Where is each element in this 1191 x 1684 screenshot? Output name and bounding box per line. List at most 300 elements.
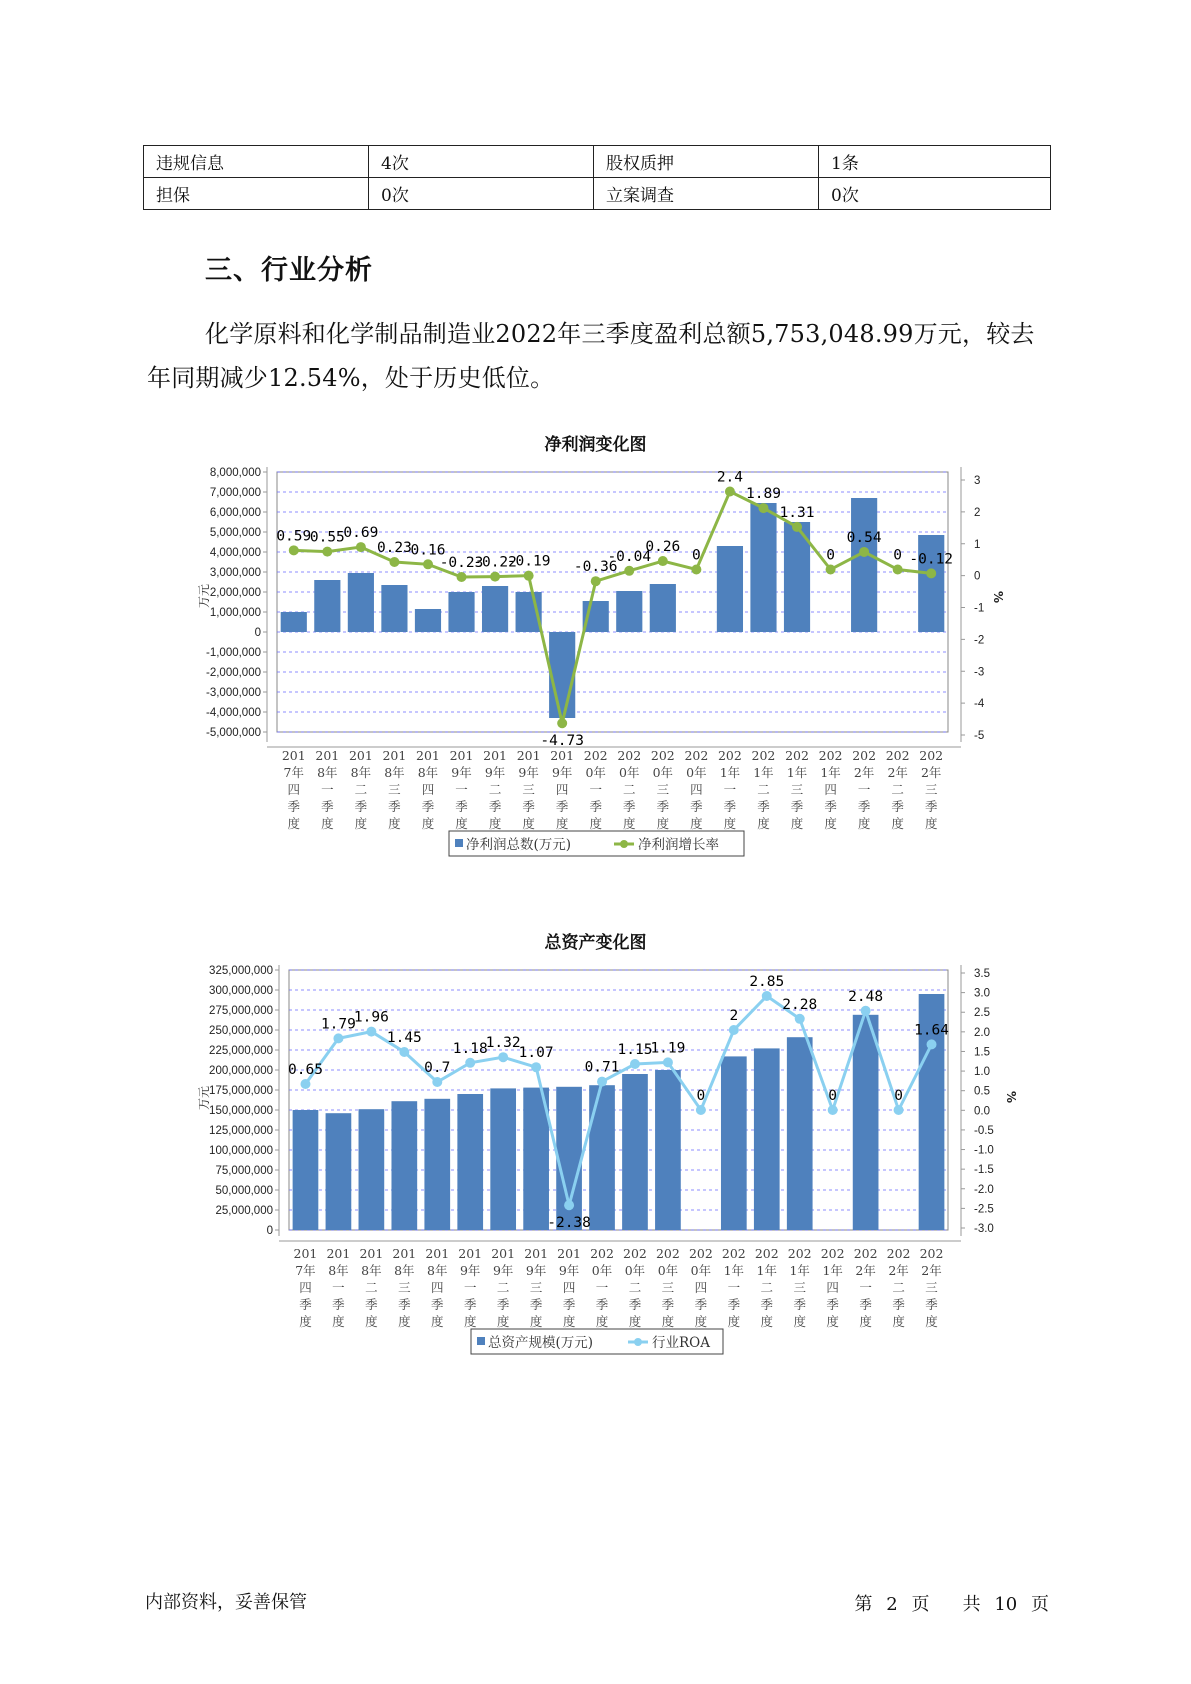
line-point (498, 1052, 508, 1062)
x-tick-label: 0年 (624, 1263, 646, 1278)
table-cell: 4次 (369, 146, 594, 178)
bar (391, 1101, 417, 1230)
x-tick-label: 度 (455, 816, 468, 831)
x-tick-label: 201 (326, 1246, 351, 1261)
y2-tick-label: -1.5 (974, 1164, 994, 1177)
x-tick-label: 度 (857, 816, 871, 831)
x-tick-label: 季 (589, 799, 602, 814)
x-tick-label: 201 (315, 748, 340, 763)
x-tick-label: 度 (321, 816, 334, 831)
x-tick-label: 度 (826, 1314, 839, 1329)
x-tick-label: 季 (793, 1297, 806, 1312)
table-row (144, 146, 1051, 178)
x-tick-label: 季 (529, 1297, 543, 1312)
x-tick-label: 度 (463, 1314, 477, 1329)
line-point (423, 559, 433, 569)
x-tick-label: 季 (354, 799, 368, 814)
data-label: 0 (828, 1088, 838, 1104)
line-point (861, 1006, 871, 1016)
table-cell: 股权质押 (594, 146, 819, 178)
bar (424, 1099, 450, 1230)
data-label: 1.07 (518, 1045, 554, 1062)
x-tick-label: 四 (299, 1280, 312, 1295)
y-tick-label: 4,000,000 (209, 547, 261, 559)
x-tick-label: 季 (463, 1297, 477, 1312)
x-tick-label: 202 (885, 748, 910, 763)
line-point (894, 1105, 904, 1115)
x-tick-label: 季 (859, 1297, 872, 1312)
data-label: -0.12 (909, 551, 954, 568)
y-tick-label: 0 (254, 627, 261, 639)
line-point (926, 568, 936, 578)
x-tick-label: 度 (354, 816, 368, 831)
x-tick-label: 季 (431, 1297, 444, 1312)
y2-tick-label: 1.0 (974, 1066, 990, 1079)
bar (754, 1048, 780, 1230)
data-label: -4.73 (540, 733, 585, 750)
x-tick-label: 2年 (855, 1263, 876, 1278)
x-tick-label: 度 (925, 1314, 938, 1329)
table-cell: 违规信息 (144, 146, 369, 178)
y-tick-label: 8,000,000 (209, 467, 261, 479)
x-tick-label: 度 (924, 816, 938, 831)
line-point (927, 1039, 937, 1049)
x-tick-label: 度 (859, 1314, 872, 1329)
x-tick-label: 度 (727, 1314, 741, 1329)
x-tick-label: 度 (488, 816, 502, 831)
bar (655, 1070, 681, 1230)
x-tick-label: 度 (891, 816, 904, 831)
y2-tick-label: 3.5 (974, 968, 990, 980)
y-tick-label: 325,000,000 (209, 965, 273, 977)
x-tick-label: 202 (919, 1246, 944, 1261)
profit-chart-title: 净利润变化图 (544, 435, 647, 455)
x-tick-label: 季 (826, 1297, 839, 1312)
line-point (696, 1105, 706, 1115)
table-cell: 0次 (369, 178, 594, 210)
legend-bar-label: 总资产规模(万元) (488, 1335, 594, 1351)
x-tick-label: 201 (382, 748, 407, 763)
data-label: -0.22 (473, 554, 517, 571)
x-tick-label: 1年 (820, 765, 841, 780)
x-tick-label: 201 (491, 1246, 516, 1261)
x-tick-label: 度 (388, 816, 401, 831)
page-unit: 页 (911, 1594, 930, 1615)
data-label: 1.31 (779, 504, 815, 521)
x-tick-label: 1年 (789, 1263, 810, 1278)
page-current: 2 (886, 1594, 898, 1615)
bar (622, 1074, 648, 1230)
x-tick-label: 8年 (384, 765, 405, 780)
x-tick-label: 201 (425, 1246, 450, 1261)
data-label: 1.32 (485, 1035, 521, 1052)
y-tick-label: 150,000,000 (209, 1105, 273, 1117)
x-tick-label: 度 (757, 816, 770, 831)
y-tick-label: 50,000,000 (215, 1185, 273, 1197)
y2-tick-label: 3 (974, 475, 981, 487)
data-label: 0.71 (584, 1059, 620, 1076)
y2-tick-label: 0.0 (974, 1105, 990, 1118)
x-tick-label: 9年 (551, 765, 573, 780)
y2-tick-label: 3.0 (974, 987, 990, 1000)
y-tick-label: 250,000,000 (209, 1025, 273, 1037)
x-tick-label: 二 (760, 1280, 774, 1295)
y2-tick-label: 0 (974, 570, 981, 583)
line-point (792, 522, 802, 532)
x-tick-label: 202 (655, 1246, 680, 1261)
plot-area (277, 469, 948, 732)
y-tick-label: -2,000,000 (206, 667, 261, 679)
x-tick-label: 8年 (417, 765, 439, 780)
x-tick-label: 一 (859, 1280, 872, 1295)
x-tick-label: 二 (757, 782, 770, 797)
line-point (457, 572, 467, 582)
y-tick-label: 300,000,000 (209, 985, 273, 997)
x-tick-label: 202 (688, 1246, 713, 1261)
x-tick-label: 202 (853, 1246, 878, 1261)
line-point (663, 1057, 673, 1067)
bar (457, 1094, 483, 1230)
x-tick-label: 1年 (786, 765, 808, 780)
data-label: 0 (894, 1088, 903, 1104)
x-tick-label: 一 (332, 1280, 345, 1295)
data-label: 1.64 (914, 1022, 949, 1039)
data-label: 0.54 (846, 529, 882, 546)
y2-tick-label: 2 (974, 506, 981, 519)
x-tick-label: 季 (321, 799, 334, 814)
x-tick-label: 三 (388, 782, 401, 797)
y-tick-label: -3,000,000 (206, 687, 261, 699)
x-tick-label: 201 (449, 748, 474, 763)
x-tick-label: 202 (820, 1246, 845, 1261)
x-tick-label: 季 (555, 799, 569, 814)
line-point (289, 545, 299, 555)
data-label: 0.23 (376, 540, 412, 557)
y-tick-label: 1,000,000 (209, 607, 261, 619)
y2-tick-label: -4 (974, 698, 985, 711)
y2-tick-label: 0.5 (974, 1085, 990, 1098)
line-point (356, 542, 366, 552)
x-tick-label: 202 (787, 1246, 812, 1261)
y2-tick-label: -2.0 (974, 1183, 994, 1196)
x-tick-label: 二 (892, 1280, 905, 1295)
y2-tick-label: -1.0 (974, 1144, 994, 1157)
x-tick-label: 度 (623, 816, 636, 831)
x-tick-label: 二 (496, 1280, 510, 1295)
x-tick-label: 8年 (427, 1263, 448, 1278)
y2-tick-label: 2.0 (974, 1026, 990, 1039)
x-tick-label: 季 (857, 799, 871, 814)
x-tick-label: 度 (398, 1314, 411, 1329)
x-tick-label: 9年 (492, 1263, 514, 1278)
x-tick-label: 季 (892, 1297, 905, 1312)
y-tick-label: 175,000,000 (209, 1085, 273, 1097)
x-tick-label: 1年 (756, 1263, 778, 1278)
y-tick-label: 225,000,000 (209, 1045, 273, 1057)
x-tick-label: 三 (656, 782, 670, 797)
x-tick-label: 8年 (328, 1263, 349, 1278)
x-tick-label: 三 (925, 1280, 938, 1295)
x-tick-label: 201 (293, 1246, 318, 1261)
x-tick-label: 季 (661, 1297, 675, 1312)
table-row (144, 178, 1051, 210)
bar (650, 584, 676, 632)
data-label: 0.65 (288, 1062, 323, 1078)
x-tick-label: 季 (891, 799, 904, 814)
x-tick-label: 度 (299, 1314, 312, 1329)
x-tick-label: 201 (550, 748, 575, 763)
x-tick-label: 1年 (822, 1263, 843, 1278)
x-tick-label: 度 (555, 816, 569, 831)
x-tick-label: 一 (589, 782, 602, 797)
bar (314, 580, 340, 632)
x-tick-label: 度 (723, 816, 737, 831)
y2-tick-label: -3 (974, 666, 985, 679)
line-point (366, 1027, 376, 1037)
data-label: 1.18 (452, 1040, 488, 1057)
bar (293, 1110, 319, 1230)
line-point (828, 1105, 838, 1115)
x-tick-label: 一 (727, 1280, 741, 1295)
x-tick-label: 一 (463, 1280, 477, 1295)
x-tick-label: 201 (348, 748, 373, 763)
x-tick-label: 度 (562, 1314, 576, 1329)
x-tick-label: 度 (332, 1314, 345, 1329)
x-tick-label: 8年 (361, 1263, 382, 1278)
x-tick-label: 度 (661, 1314, 675, 1329)
data-label: 2.48 (848, 988, 884, 1005)
y-tick-label: 75,000,000 (215, 1165, 273, 1177)
data-label: 0.7 (424, 1060, 451, 1076)
footer-note: 内部资料，妥善保管 (145, 1592, 307, 1613)
profit-chart (0, 460, 1191, 880)
y-tick-label: 200,000,000 (209, 1065, 273, 1077)
data-label: 1.15 (617, 1042, 653, 1058)
line-point (557, 718, 567, 728)
x-tick-label: 8年 (350, 765, 372, 780)
x-tick-label: 季 (595, 1297, 609, 1312)
x-tick-label: 201 (416, 748, 440, 763)
data-label: 1.19 (650, 1040, 686, 1057)
x-tick-label: 2年 (888, 1263, 909, 1278)
data-label: 0 (696, 1088, 706, 1104)
info-table (143, 145, 1051, 210)
data-label: -2.38 (547, 1215, 591, 1232)
x-tick-label: 201 (281, 748, 306, 763)
bar (721, 1056, 747, 1230)
x-tick-label: 四 (824, 782, 837, 797)
x-tick-label: 三 (522, 782, 535, 797)
x-tick-label: 季 (824, 799, 837, 814)
line-point (893, 565, 903, 575)
x-tick-label: 202 (754, 1246, 779, 1261)
x-tick-label: 度 (431, 1314, 444, 1329)
y-tick-label: 7,000,000 (209, 487, 261, 499)
bar (918, 535, 944, 632)
x-tick-label: 2年 (920, 765, 942, 780)
data-label: 0.16 (410, 542, 446, 559)
x-tick-label: 季 (723, 799, 737, 814)
data-label: 1.89 (746, 486, 781, 503)
y-tick-label: 25,000,000 (215, 1205, 273, 1217)
x-tick-label: 四 (287, 782, 301, 797)
y-tick-label: 125,000,000 (209, 1125, 273, 1137)
data-label: 2.4 (716, 469, 744, 486)
x-tick-label: 四 (421, 782, 435, 797)
line-point (399, 1047, 409, 1057)
line-point (591, 576, 601, 586)
line-point (691, 565, 701, 575)
x-tick-label: 9年 (558, 1263, 580, 1278)
x-tick-label: 度 (656, 816, 670, 831)
x-tick-label: 季 (365, 1297, 378, 1312)
y-axis-title: 万元 (197, 583, 211, 609)
x-tick-label: 9年 (518, 765, 539, 780)
y-tick-label: -5,000,000 (206, 727, 261, 739)
bar (851, 498, 877, 632)
x-tick-label: 202 (583, 748, 608, 763)
x-tick-label: 0年 (652, 765, 674, 780)
x-tick-label: 202 (886, 1246, 911, 1261)
x-tick-label: 0年 (686, 765, 707, 780)
x-tick-label: 7年 (283, 765, 305, 780)
legend-bar-swatch (455, 839, 463, 847)
asset-chart (0, 960, 1191, 1380)
x-tick-label: 201 (516, 748, 541, 763)
line-point (630, 1059, 640, 1069)
data-label: -0.19 (506, 553, 551, 570)
x-tick-label: 二 (365, 1280, 378, 1295)
x-tick-label: 季 (623, 799, 636, 814)
y2-axis-title: % (991, 590, 1005, 604)
line-point (465, 1058, 475, 1068)
bar (750, 503, 776, 632)
y-tick-label: 275,000,000 (209, 1005, 273, 1017)
x-tick-label: 三 (790, 782, 804, 797)
x-tick-label: 202 (650, 748, 675, 763)
x-tick-label: 三 (793, 1280, 806, 1295)
data-label: 2.85 (749, 974, 785, 990)
x-tick-label: 一 (595, 1280, 609, 1295)
x-tick-label: 1年 (723, 1263, 745, 1278)
y2-tick-label: -0.5 (974, 1124, 994, 1137)
line-point (729, 1025, 739, 1035)
line-point (597, 1077, 607, 1087)
x-tick-label: 季 (757, 799, 770, 814)
data-label: 0.59 (276, 528, 312, 545)
asset-chart-title: 总资产变化图 (544, 933, 647, 953)
table-cell: 担保 (144, 178, 369, 210)
x-tick-label: 季 (388, 799, 401, 814)
table-cell: 1条 (819, 146, 1051, 178)
line-point (859, 547, 869, 557)
y2-tick-label: 2.5 (974, 1007, 990, 1020)
bar (381, 585, 407, 632)
page-label: 第 (854, 1594, 873, 1615)
x-tick-label: 202 (623, 1246, 647, 1261)
x-tick-label: 季 (628, 1297, 642, 1312)
bar (490, 1088, 516, 1230)
bar (589, 1085, 615, 1230)
line-point (490, 572, 500, 582)
bar (853, 1015, 879, 1230)
x-tick-label: 季 (421, 799, 435, 814)
y-tick-label: 3,000,000 (209, 567, 261, 579)
line-point (432, 1077, 442, 1087)
bar (359, 1109, 385, 1230)
x-tick-label: 201 (524, 1246, 549, 1261)
x-tick-label: 201 (483, 748, 508, 763)
data-label: -0.04 (607, 548, 652, 565)
y2-tick-label: -1 (974, 602, 985, 615)
y-tick-label: 100,000,000 (209, 1145, 273, 1157)
x-tick-label: 7年 (295, 1263, 316, 1278)
x-tick-label: 季 (488, 799, 502, 814)
data-label: 2.28 (782, 996, 818, 1013)
bar (549, 632, 575, 718)
x-tick-label: 202 (785, 748, 809, 763)
x-tick-label: 季 (925, 1297, 938, 1312)
x-tick-label: 度 (690, 816, 703, 831)
x-tick-label: 四 (826, 1280, 839, 1295)
line-point (564, 1200, 574, 1210)
y2-tick-label: -2.5 (974, 1203, 994, 1216)
y2-tick-label: 1 (974, 538, 981, 551)
x-tick-label: 三 (398, 1280, 411, 1295)
x-tick-label: 四 (555, 782, 569, 797)
bar (787, 1037, 813, 1230)
y-tick-label: 2,000,000 (209, 587, 261, 599)
x-tick-label: 季 (656, 799, 670, 814)
data-label: -0.36 (573, 559, 618, 576)
data-label: 0 (893, 547, 903, 564)
data-label: 0 (826, 547, 835, 564)
legend-line-marker (620, 840, 628, 848)
legend-line-label: 净利润增长率 (638, 837, 719, 853)
x-tick-label: 季 (924, 799, 938, 814)
data-label: -0.23 (439, 554, 484, 571)
bar (281, 612, 307, 632)
x-tick-label: 202 (717, 748, 742, 763)
x-tick-label: 季 (694, 1297, 708, 1312)
x-tick-label: 9年 (525, 1263, 547, 1278)
data-label: 2 (729, 1008, 739, 1024)
x-tick-label: 度 (589, 816, 602, 831)
x-tick-label: 201 (359, 1246, 384, 1261)
page-total: 10 (994, 1594, 1018, 1615)
x-tick-label: 季 (790, 799, 804, 814)
line-point (658, 556, 668, 566)
x-tick-label: 1年 (719, 765, 741, 780)
y2-tick-label: -3.0 (974, 1223, 994, 1235)
x-tick-label: 202 (684, 748, 709, 763)
data-label: 0.55 (309, 529, 345, 546)
x-tick-label: 度 (496, 1314, 510, 1329)
data-label: 1.96 (353, 1009, 389, 1026)
bar (717, 546, 743, 632)
x-tick-label: 四 (431, 1280, 444, 1295)
x-tick-label: 1年 (753, 765, 774, 780)
x-tick-label: 季 (287, 799, 301, 814)
x-tick-label: 0年 (591, 1263, 613, 1278)
x-tick-label: 9年 (459, 1263, 481, 1278)
x-tick-label: 0年 (690, 1263, 712, 1278)
x-tick-label: 度 (694, 1314, 708, 1329)
x-tick-label: 8年 (317, 765, 338, 780)
y-tick-label: 6,000,000 (209, 507, 261, 519)
bar (448, 592, 474, 632)
x-tick-label: 201 (392, 1246, 417, 1261)
